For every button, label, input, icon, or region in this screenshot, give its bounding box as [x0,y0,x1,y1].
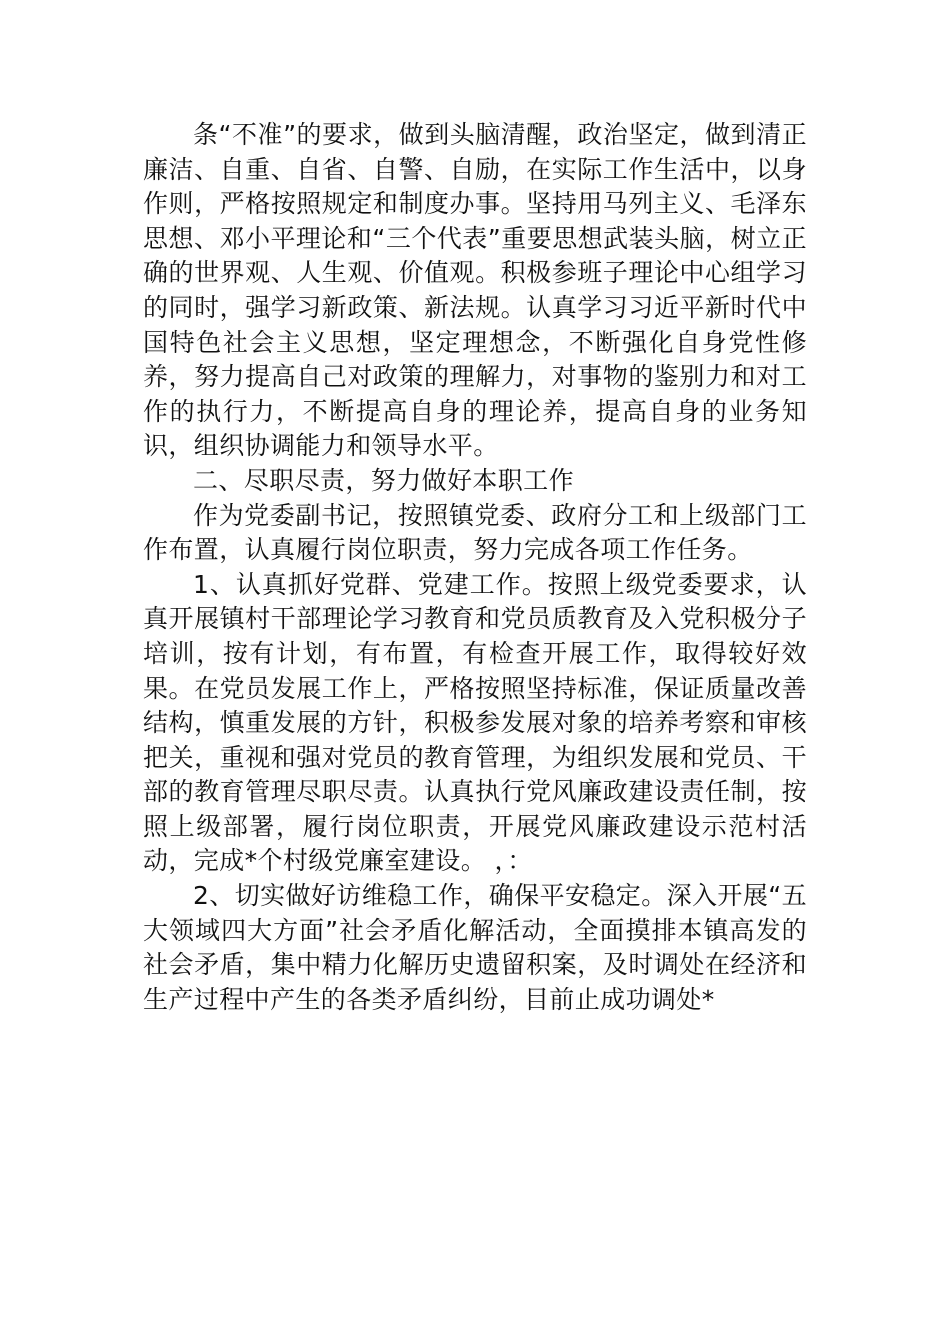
section-heading-duties: 二、尽职尽责，努力做好本职工作 [193,465,575,495]
paragraph-integrity-study: 条“不准”的要求，做到头脑清醒，政治坚定，做到清正廉洁、自重、自省、自警、自励，在实际工作生活中，以身作则，严格按照规定和制度办事。坚持用马列主义、毛泽东思想、邓小平理论和“三个代表”重要思想武装头脑，树立正确的世界观、人生观、价值观。积极参班子理论中心组学习的同时，强学习新政策、新法规。认真学习习近平新时代中国特色社会主义思想，坚定理想念，不断强化自身党性修养，努力提高自己对政策的理解力，对事物的鉴别力和对工作的执行力，不断提高自身的理论养，提高自身的业务知识，组织协调能力和领导水平。 [143,120,807,461]
paragraph-deputy-secretary-role: 作为党委副书记，按照镇党委、政府分工和上级部门工作布置，认真履行岗位职责，努力完成各项工作任务。 [143,500,807,565]
paragraph-stability-work: 2、切实做好访维稳工作，确保平安稳定。深入开展“五大领域四大方面”社会矛盾化解活动，全面摸排本镇高发的社会矛盾，集中精力化解历史遗留积案，及时调处在经济和生产过程中产生的各类矛盾纠纷，目前止成功调处* [143,881,807,1014]
paragraph-party-building: 1、认真抓好党群、党建工作。按照上级党委要求，认真开展镇村干部理论学习教育和党员质教育及入党积极分子培训，按有计划，有布置，有检查开展工作，取得较好效果。在党员发展工作上，严格按照坚持标准，保证质量改善结构，慎重发展的方针，积极参发展对象的培养考察和审核把关，重视和强对党员的教育管理，为组织发展和党员、干部的教育管理尽职尽责。认真执行党风廉政建设责任制，按照上级部署，履行岗位职责，开展党风廉政建设示范村活动，完成*个村级党廉室建设。 ，： [143,569,807,876]
document-body [143,118,807,1017]
